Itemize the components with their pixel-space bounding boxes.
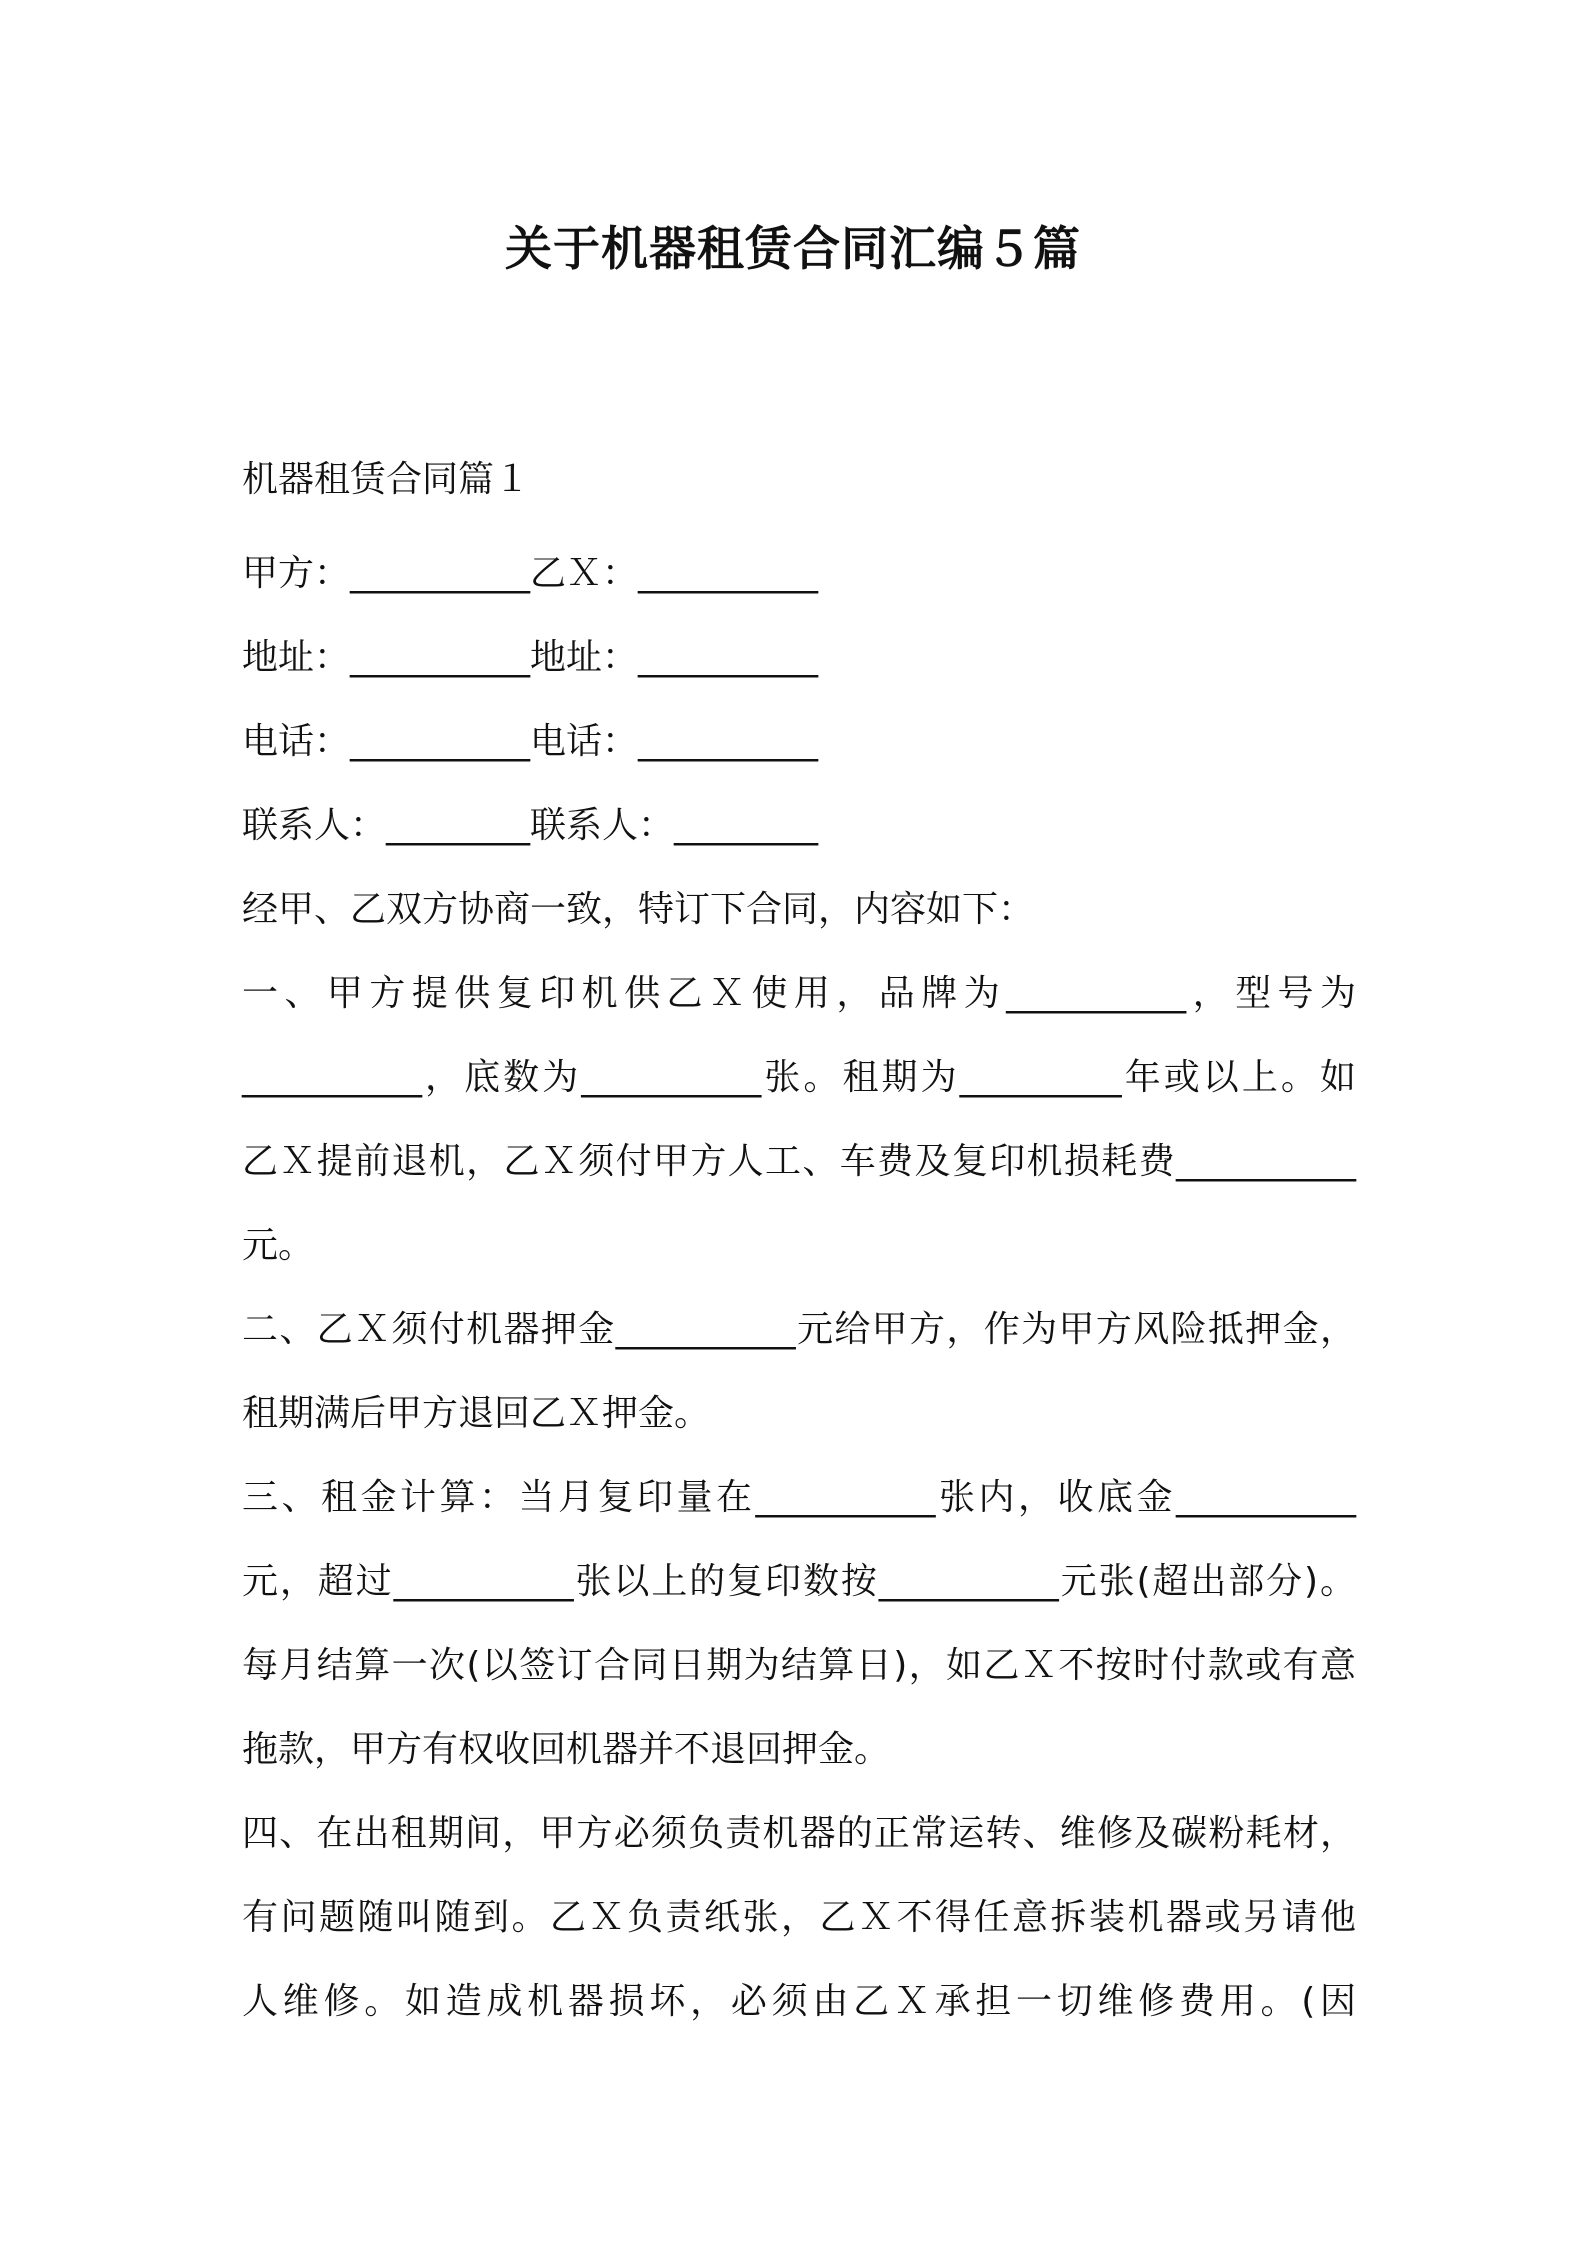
address-line: 地址：__________地址：__________ bbox=[242, 637, 819, 678]
intro-line: 经甲、乙双方协商一致，特订下合同，内容如下： bbox=[242, 889, 1035, 930]
clause-line: 人维修。如造成机器损坏，必须由乙Ｘ承担一切维修费用。(因 bbox=[242, 1981, 1356, 2022]
clause-line: 有问题随叫随到。乙Ｘ负责纸张，乙Ｘ不得任意拆装机器或另请他 bbox=[242, 1897, 1356, 1938]
clause-line: 乙Ｘ提前退机，乙Ｘ须付甲方人工、车费及复印机损耗费__________ bbox=[242, 1141, 1356, 1182]
contact-line: 联系人：________联系人：________ bbox=[242, 805, 819, 846]
clause-line: 元。 bbox=[242, 1225, 315, 1266]
clause-line: 一、甲方提供复印机供乙Ｘ使用，品牌为__________，型号为 bbox=[242, 973, 1356, 1014]
clause-line: 租期满后甲方退回乙Ｘ押金。 bbox=[242, 1393, 711, 1434]
clause-line: 元，超过__________张以上的复印数按__________元张(超出部分)。 bbox=[242, 1561, 1356, 1602]
clause-line: 四、在出租期间，甲方必须负责机器的正常运转、维修及碳粉耗材， bbox=[242, 1813, 1356, 1854]
clause-line: 拖款，甲方有权收回机器并不退回押金。 bbox=[242, 1729, 891, 1770]
clause-line: 二、乙Ｘ须付机器押金__________元给甲方，作为甲方风险抵押金， bbox=[242, 1309, 1356, 1350]
clause-line: 三、租金计算：当月复印量在__________张内，收底金__________ bbox=[242, 1477, 1356, 1518]
clause-line: __________，底数为__________张。租期为_________年或以上。如 bbox=[242, 1057, 1356, 1098]
contract-body bbox=[242, 532, 1356, 2044]
document-title: 关于机器租赁合同汇编５篇 bbox=[505, 222, 1081, 277]
party-line: 甲方：__________乙Ｘ：__________ bbox=[242, 553, 819, 594]
section-heading: 机器租赁合同篇１ bbox=[242, 459, 531, 500]
phone-line: 电话：__________电话：__________ bbox=[242, 721, 819, 762]
clause-line: 每月结算一次(以签订合同日期为结算日)，如乙Ｘ不按时付款或有意 bbox=[242, 1645, 1356, 1686]
